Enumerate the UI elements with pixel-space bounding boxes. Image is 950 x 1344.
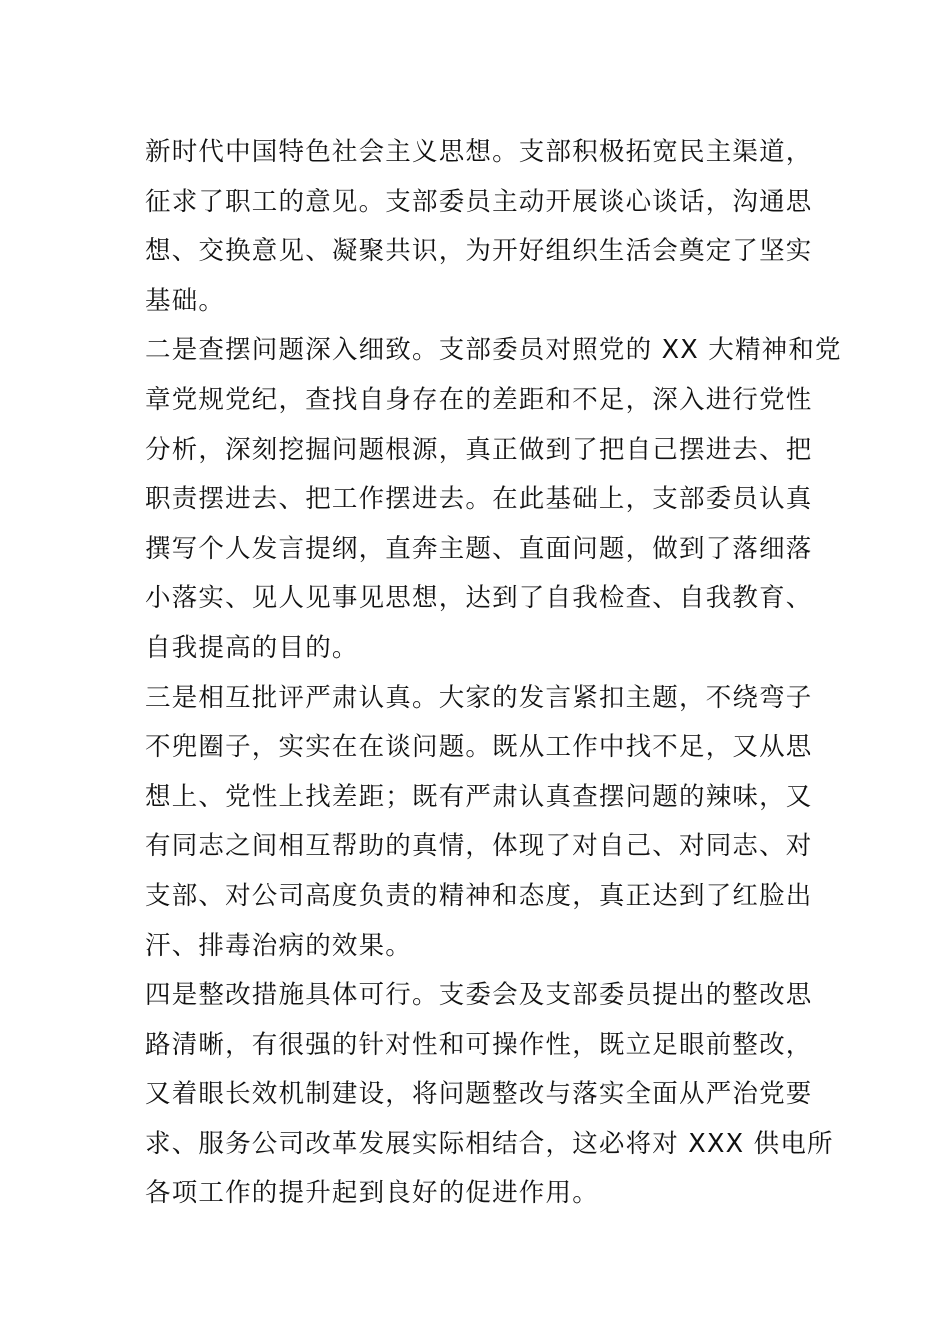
document-page bbox=[145, 128, 842, 1219]
paragraph-three bbox=[145, 674, 813, 972]
text-line: 三是相互批评严肃认真。大家的发言紧扣主题，不绕弯子 bbox=[145, 682, 813, 713]
text-line: 想上、党性上找差距；既有严肃认真查摆问题的辣味，又 bbox=[145, 781, 813, 812]
text-line: 想、交换意见、凝聚共识，为开好组织生活会奠定了坚实 bbox=[145, 236, 813, 267]
text-line: 求、服务公司改革发展实际相结合，这必将对 XXX 供电所 bbox=[145, 1128, 834, 1159]
text-line: 支部、对公司高度负责的精神和态度，真正达到了红脸出 bbox=[145, 880, 813, 911]
text-line: 路清晰，有很强的针对性和可操作性，既立足眼前整改， bbox=[145, 1029, 813, 1060]
paragraph-two bbox=[145, 326, 842, 673]
text-line: 又着眼长效机制建设，将问题整改与落实全面从严治党要 bbox=[145, 1079, 813, 1110]
text-line: 撰写个人发言提纲，直奔主题、直面问题，做到了落细落 bbox=[145, 533, 813, 564]
text-line: 章党规党纪，查找自身存在的差距和不足，深入进行党性 bbox=[145, 384, 813, 415]
text-line: 二是查摆问题深入细致。支部委员对照党的 XX 大精神和党 bbox=[145, 335, 842, 366]
text-line: 征求了职工的意见。支部委员主动开展谈心谈话，沟通思 bbox=[145, 186, 813, 217]
text-line: 各项工作的提升起到良好的促进作用。 bbox=[145, 1178, 599, 1209]
text-line: 基础。 bbox=[145, 285, 226, 316]
text-line: 不兜圈子，实实在在谈问题。既从工作中找不足，又从思 bbox=[145, 732, 813, 763]
text-line: 汗、排毒治病的效果。 bbox=[145, 930, 413, 961]
text-line: 四是整改措施具体可行。支委会及支部委员提出的整改思 bbox=[145, 980, 813, 1011]
text-line: 分析，深刻挖掘问题根源，真正做到了把自己摆进去、把 bbox=[145, 434, 813, 465]
paragraph-four bbox=[145, 971, 834, 1219]
text-line: 新时代中国特色社会主义思想。支部积极拓宽民主渠道， bbox=[145, 137, 813, 167]
paragraph-continuation bbox=[145, 128, 813, 326]
text-line: 自我提高的目的。 bbox=[145, 632, 359, 663]
text-line: 职责摆进去、把工作摆进去。在此基础上，支部委员认真 bbox=[145, 484, 813, 515]
text-line: 小落实、见人见事见思想，达到了自我检查、自我教育、 bbox=[145, 583, 813, 614]
text-line: 有同志之间相互帮助的真情，体现了对自己、对同志、对 bbox=[145, 831, 813, 862]
